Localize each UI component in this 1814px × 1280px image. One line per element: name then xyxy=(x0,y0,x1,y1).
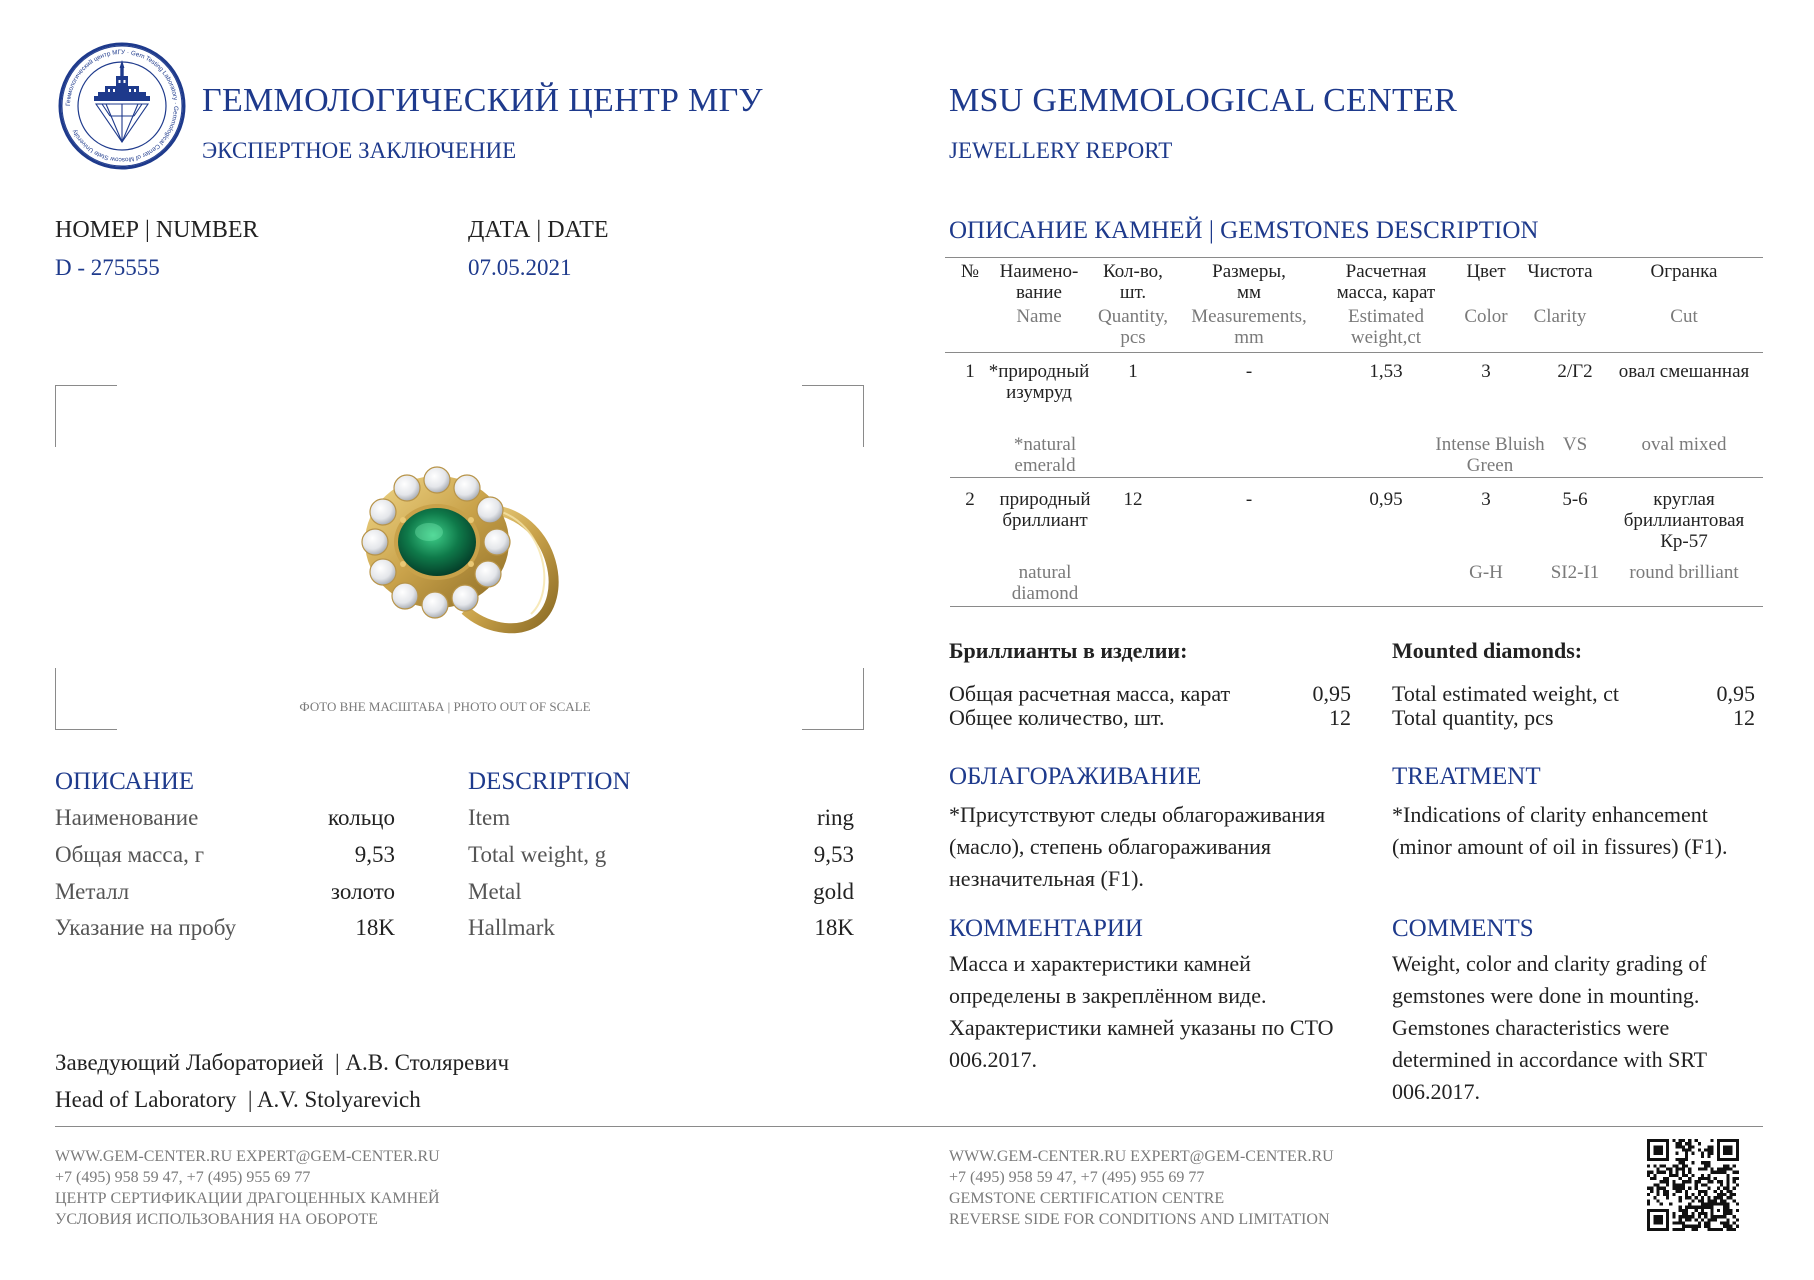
qr-code xyxy=(1647,1139,1739,1231)
cell-name-en: natural diamond xyxy=(1011,562,1079,604)
cell-cut-ru: овал смешанная xyxy=(1618,361,1750,382)
cell-name-en: *natural emerald xyxy=(1013,434,1077,476)
th-meas-en: Measurements, mm xyxy=(1191,306,1307,348)
table-header-rule xyxy=(945,352,1763,353)
cell-color-en: G-H xyxy=(1469,562,1503,583)
cell-meas: - xyxy=(1245,361,1253,382)
treatment-en-title: TREATMENT xyxy=(1392,763,1541,790)
desc-row-metal-ru xyxy=(55,879,395,905)
cell-clarity-ru: 2/Г2 xyxy=(1557,361,1593,382)
cell-color-ru: 3 xyxy=(1481,489,1491,510)
desc-row-item-en xyxy=(468,805,854,831)
footer-left-line: WWW.GEM-CENTER.RU EXPERT@GEM-CENTER.RU xyxy=(55,1148,440,1165)
logo-ring-text: Геммологический центр МГУ · Gem Testing Laboratory · Gemmological Center of Moscow State University xyxy=(64,48,180,164)
cell-qty: 1 xyxy=(1128,361,1138,382)
desc-key: Item xyxy=(468,805,511,830)
mounted-value: 0,95 xyxy=(1312,681,1351,706)
desc-key: Metal xyxy=(468,879,522,904)
cell-name-ru: природный бриллиант xyxy=(999,489,1091,531)
desc-value: 9,53 xyxy=(813,842,854,867)
frame-corner-bl xyxy=(55,668,117,730)
desc-row-weight-ru xyxy=(55,842,395,868)
th-name-en: Name xyxy=(1016,306,1062,327)
msu-logo-seal xyxy=(58,42,186,170)
th-qty-en: Quantity, pcs xyxy=(1097,306,1168,348)
frame-corner-br xyxy=(802,668,864,730)
desc-key: Наименование xyxy=(55,805,199,830)
cell-name-ru: *природный изумруд xyxy=(988,361,1090,403)
table-top-rule xyxy=(945,257,1763,258)
desc-value: 18K xyxy=(355,915,395,940)
footer-right-line: GEMSTONE CERTIFICATION CENTRE xyxy=(949,1190,1225,1207)
mounted-value: 0,95 xyxy=(1716,681,1755,706)
desc-key: Total weight, g xyxy=(468,842,607,867)
mounted-value: 12 xyxy=(1733,705,1755,730)
frame-corner-tr xyxy=(802,385,864,447)
mounted-label: Total estimated weight, ct xyxy=(1392,681,1619,706)
treatment-ru-text: *Присутствуют следы облагораживания (масло), степень облагораживания незначительная (F1). xyxy=(949,802,1326,891)
mounted-ru-title: Бриллианты в изделии: xyxy=(949,638,1188,663)
cell-cut-en: round brilliant xyxy=(1629,562,1739,583)
mounted-en-weight xyxy=(1392,682,1755,706)
cell-clarity-ru: 5-6 xyxy=(1562,489,1588,510)
footer-left-line: ЦЕНТР СЕРТИФИКАЦИИ ДРАГОЦЕННЫХ КАМНЕЙ xyxy=(55,1190,440,1207)
desc-row-hallmark-ru xyxy=(55,915,395,941)
cell-clarity-en: SI2-I1 xyxy=(1550,562,1600,583)
cell-color-en: Intense Bluish Green xyxy=(1435,434,1545,476)
comments-ru-text: Масса и характеристики камней определены в закреплённом виде. Характеристики камней указаны по СТО 006.2017. xyxy=(949,951,1334,1072)
footer-left-line: УСЛОВИЯ ИСПОЛЬЗОВАНИЯ НА ОБОРОТЕ xyxy=(55,1211,378,1228)
mounted-label: Total quantity, pcs xyxy=(1392,705,1554,730)
cell-qty: 12 xyxy=(1123,489,1143,510)
th-color-ru: Цвет xyxy=(1466,261,1506,282)
comments-ru-title: КОММЕНТАРИИ xyxy=(949,915,1143,942)
desc-value: 18K xyxy=(814,915,854,940)
mounted-en-title: Mounted diamonds: xyxy=(1392,638,1583,663)
th-clarity-ru: Чистота xyxy=(1527,261,1593,282)
table-bottom-rule xyxy=(950,606,1763,607)
mounted-ru-weight xyxy=(949,682,1351,706)
th-meas-ru: Размеры, мм xyxy=(1212,261,1286,303)
th-clarity-en: Clarity xyxy=(1533,306,1587,327)
desc-value: ring xyxy=(816,805,854,830)
ru-title: ГЕММОЛОГИЧЕСКИЙ ЦЕНТР МГУ xyxy=(202,82,763,119)
footer-right-line: WWW.GEM-CENTER.RU EXPERT@GEM-CENTER.RU xyxy=(949,1148,1334,1165)
th-color-en: Color xyxy=(1464,306,1508,327)
signature-ru: Заведующий Лабораторией | А.В. Столяревич xyxy=(55,1050,510,1075)
desc-row-weight-en xyxy=(468,842,854,868)
desc-row-item-ru xyxy=(55,805,395,831)
th-qty-ru: Кол-во, шт. xyxy=(1103,261,1163,303)
description-ru-title: ОПИСАНИЕ xyxy=(55,768,195,795)
desc-value: золото xyxy=(330,879,395,904)
desc-key: Hallmark xyxy=(468,915,555,940)
desc-key: Указание на пробу xyxy=(55,915,237,940)
desc-row-hallmark-en xyxy=(468,915,854,941)
cell-color-ru: 3 xyxy=(1481,361,1491,382)
mounted-ru-qty xyxy=(949,706,1351,730)
mounted-value: 12 xyxy=(1329,705,1351,730)
th-cut-en: Cut xyxy=(1670,306,1698,327)
photo-caption: ФОТО ВНЕ МАСШТАБА | PHOTO OUT OF SCALE xyxy=(299,699,591,714)
ru-subtitle: ЭКСПЕРТНОЕ ЗАКЛЮЧЕНИЕ xyxy=(202,138,517,163)
treatment-en-text: *Indications of clarity enhancement (minor amount of oil in fissures) (F1). xyxy=(1392,802,1728,859)
footer-left xyxy=(55,1146,440,1230)
ring-photo xyxy=(345,450,575,640)
cell-weight: 1,53 xyxy=(1369,361,1403,382)
signature-en: Head of Laboratory | A.V. Stolyarevich xyxy=(55,1087,421,1112)
treatment-ru-title: ОБЛАГОРАЖИВАНИЕ xyxy=(949,763,1202,790)
cell-weight: 0,95 xyxy=(1369,489,1403,510)
mounted-en-qty xyxy=(1392,706,1755,730)
footer-right-line: REVERSE SIDE FOR CONDITIONS AND LIMITATION xyxy=(949,1211,1330,1228)
desc-key: Металл xyxy=(55,879,130,904)
cell-no: 1 xyxy=(965,361,975,382)
cell-cut-ru: круглая бриллиантовая Кр-57 xyxy=(1623,489,1745,552)
desc-row-metal-en xyxy=(468,879,854,905)
footer-left-line: +7 (495) 958 59 47, +7 (495) 955 69 77 xyxy=(55,1169,311,1186)
mounted-label: Общее количество, шт. xyxy=(949,705,1165,730)
th-cut-ru: Огранка xyxy=(1650,261,1718,282)
en-subtitle: JEWELLERY REPORT xyxy=(949,138,1173,163)
cell-clarity-en: VS xyxy=(1562,434,1588,455)
th-no: № xyxy=(960,261,980,282)
en-title: MSU GEMMOLOGICAL CENTER xyxy=(949,82,1458,119)
footer-right-line: +7 (495) 958 59 47, +7 (495) 955 69 77 xyxy=(949,1169,1205,1186)
mounted-label: Общая расчетная масса, карат xyxy=(949,681,1231,706)
footer-right xyxy=(949,1146,1334,1230)
th-name-ru: Наимено- вание xyxy=(999,261,1079,303)
comments-en-text: Weight, color and clarity grading of gemstones were done in mounting. Gemstones characteristics were determined in accordance with SRT 006.2017. xyxy=(1392,951,1707,1104)
th-wt-en: Estimated weight,ct xyxy=(1348,306,1424,348)
frame-corner-tl xyxy=(55,385,117,447)
date-label: ДАТА | DATE xyxy=(468,217,609,243)
number-label: НОМЕР | NUMBER xyxy=(55,217,259,243)
number-value: D - 275555 xyxy=(55,255,160,280)
footer-rule xyxy=(55,1126,1763,1127)
cell-cut-en: oval mixed xyxy=(1641,434,1727,455)
gemstones-title: ОПИСАНИЕ КАМНЕЙ | GEMSTONES DESCRIPTION xyxy=(949,217,1539,244)
desc-value: 9,53 xyxy=(354,842,395,867)
table-row-rule xyxy=(950,477,1763,478)
th-wt-ru: Расчетная масса, карат xyxy=(1336,261,1436,303)
desc-value: кольцо xyxy=(328,805,395,830)
desc-key: Общая масса, г xyxy=(55,842,205,867)
comments-en-title: COMMENTS xyxy=(1392,915,1534,942)
date-value: 07.05.2021 xyxy=(468,255,572,280)
description-en-title: DESCRIPTION xyxy=(468,768,631,795)
cell-meas: - xyxy=(1245,489,1253,510)
desc-value: gold xyxy=(813,879,854,904)
cell-no: 2 xyxy=(965,489,975,510)
